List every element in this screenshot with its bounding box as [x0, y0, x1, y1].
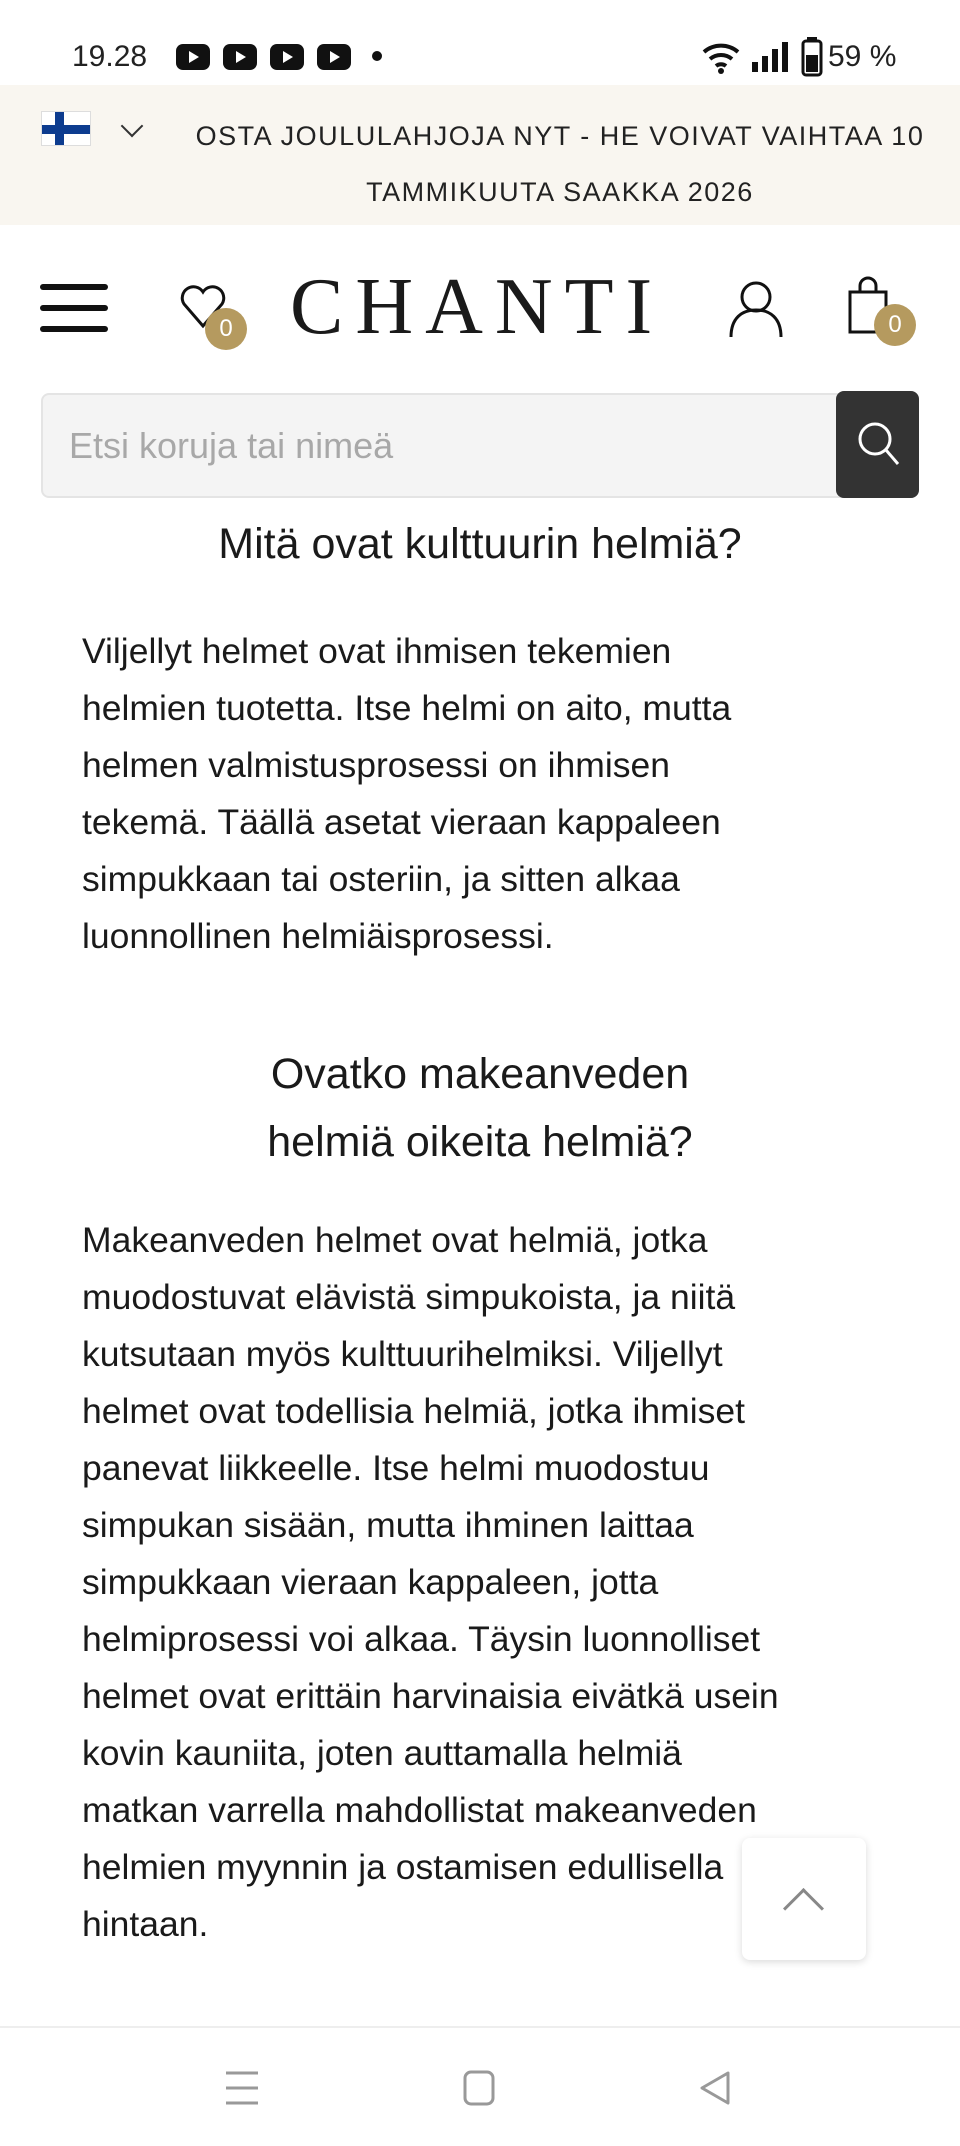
search-button[interactable]: [836, 391, 919, 498]
section-paragraph: [82, 623, 731, 965]
text-line: simpukan sisään, mutta ihminen laittaa: [82, 1505, 694, 1545]
system-nav-bar: [0, 2026, 960, 2146]
youtube-icon: [223, 44, 257, 70]
section-heading: Mitä ovat kulttuurin helmiä?: [218, 520, 742, 568]
search-icon: [856, 420, 902, 468]
menu-button[interactable]: [40, 284, 110, 332]
recent-apps-icon[interactable]: [224, 2070, 260, 2106]
text-line: hintaan.: [82, 1904, 209, 1944]
text-line: helmien tuotetta. Itse helmi on aito, mutta: [82, 688, 732, 728]
text-line: simpukkaan tai osteriin, ja sitten alkaa: [82, 859, 680, 899]
youtube-icon: [270, 44, 304, 70]
finland-flag-icon[interactable]: [41, 111, 91, 146]
text-line: matkan varrella mahdollistat makeanveden: [82, 1790, 757, 1830]
logo[interactable]: CHANTI: [290, 263, 665, 351]
heading-line: Ovatko makeanveden: [270, 1050, 690, 1098]
text-line: kutsutaan myös kulttuurihelmiksi. Viljellyt: [82, 1334, 723, 1374]
clock: 19.28: [72, 40, 148, 73]
text-line: luonnollinen helmiäisprosessi.: [82, 916, 554, 956]
cart-count-badge: 0: [874, 304, 916, 346]
text-line: muodostuvat elävistä simpukoista, ja niitä: [82, 1277, 736, 1317]
battery-level: 59 %: [828, 40, 897, 73]
search-bar: [41, 393, 919, 498]
text-line: helmen valmistusprosessi on ihmisen: [82, 745, 670, 785]
status-bar: [0, 0, 960, 85]
youtube-icon: [317, 44, 351, 70]
text-line: helmet ovat todellisia helmiä, jotka ihmiset: [82, 1391, 745, 1431]
text-line: panevat liikkeelle. Itse helmi muodostuu: [82, 1448, 710, 1488]
text-line: kovin kauniita, joten auttamalla helmiä: [82, 1733, 682, 1773]
account-icon[interactable]: [728, 280, 784, 338]
wifi-icon: [702, 40, 742, 74]
more-notifications-icon: [372, 51, 382, 61]
text-line: tekemä. Täällä asetat vieraan kappaleen: [82, 802, 721, 842]
wishlist-count-badge: 0: [205, 308, 247, 350]
text-line: helmiprosessi voi alkaa. Täysin luonnolliset: [82, 1619, 761, 1659]
cart-button[interactable]: [848, 276, 918, 346]
section-heading: [0, 1040, 960, 1176]
text-line: simpukkaan vieraan kappaleen, jotta: [82, 1562, 659, 1602]
text-line: Makeanveden helmet ovat helmiä, jotka: [82, 1220, 708, 1260]
home-icon[interactable]: [462, 2070, 498, 2106]
text-line: Viljellyt helmet ovat ihmisen tekemien: [82, 631, 672, 671]
battery-icon: [801, 37, 823, 77]
signal-icon: [752, 42, 794, 72]
promo-banner: [0, 85, 960, 225]
chevron-down-icon[interactable]: [121, 115, 144, 138]
search-input[interactable]: [69, 420, 829, 472]
text-line: helmien myynnin ja ostamisen edullisella: [82, 1847, 724, 1887]
section-paragraph: [82, 1212, 779, 1953]
back-icon[interactable]: [698, 2070, 734, 2106]
promo-text: OSTA JOULULAHJOJA NYT - HE VOIVAT VAIHTAA 10 TAMMIKUUTA SAAKKA 2026: [195, 121, 925, 207]
wishlist-button[interactable]: [178, 282, 248, 352]
youtube-icon: [176, 44, 210, 70]
heading-line: helmiä oikeita helmiä?: [267, 1118, 693, 1166]
scroll-to-top-button[interactable]: [742, 1838, 866, 1960]
text-line: helmet ovat erittäin harvinaisia eivätkä usein: [82, 1676, 779, 1716]
